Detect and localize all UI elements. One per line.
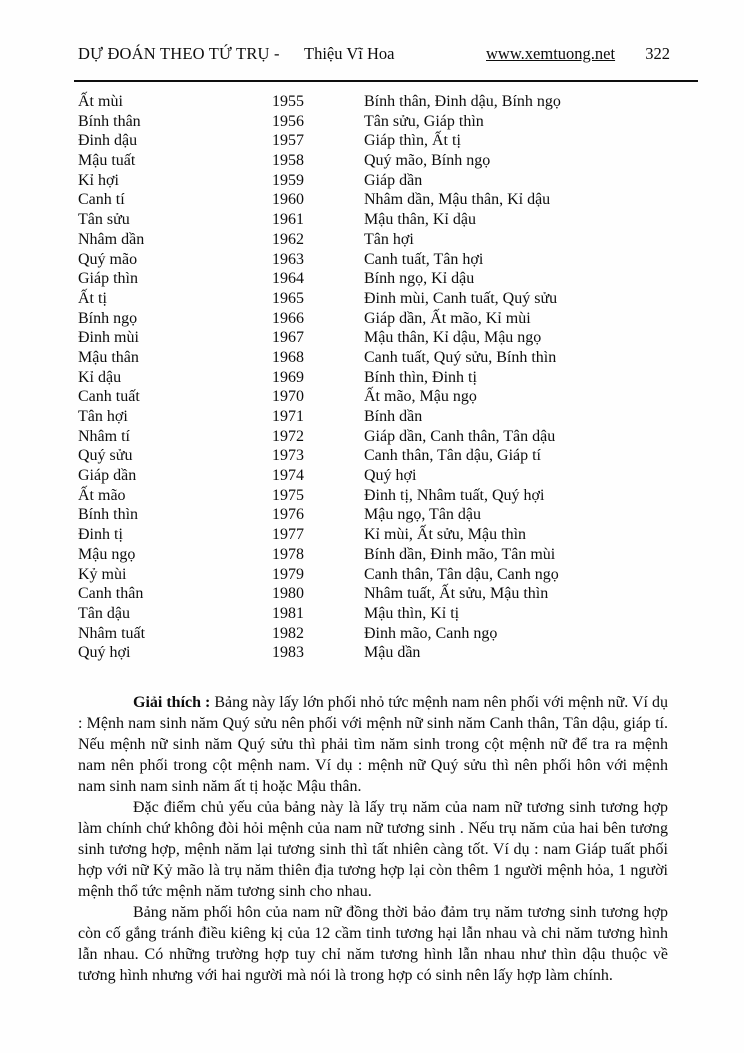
year-cell: 1959 <box>272 171 304 189</box>
page-header <box>78 44 672 66</box>
year-cell: 1980 <box>272 585 304 603</box>
year-pairing-table <box>78 92 704 663</box>
year-name-cell: Nhâm dần <box>78 230 145 248</box>
year-name-cell: Canh tuất <box>78 388 140 406</box>
year-cell: 1965 <box>272 289 304 307</box>
table-row <box>78 584 704 604</box>
year-cell: 1971 <box>272 408 304 425</box>
year-cell: 1967 <box>272 329 304 347</box>
matches-cell: Mậu thìn, Kỉ tị <box>364 604 460 622</box>
table-row <box>78 230 704 250</box>
matches-cell: Bính thìn, Đinh tị <box>364 368 477 386</box>
table-row <box>78 565 704 585</box>
year-cell: 1964 <box>272 270 304 288</box>
matches-cell: Kỉ mùi, Ất sửu, Mậu thìn <box>364 526 527 544</box>
matches-cell: Đinh mão, Canh ngọ <box>364 624 498 642</box>
table-row <box>78 624 704 644</box>
explanation-paragraph-1 <box>78 692 668 797</box>
table-row <box>78 210 704 230</box>
matches-cell: Ất mão, Mậu ngọ <box>364 388 477 406</box>
matches-cell: Canh tuất, Tân hợi <box>364 250 484 268</box>
year-cell: 1983 <box>272 644 304 662</box>
table-row <box>78 309 704 329</box>
table-row <box>78 269 704 289</box>
matches-cell: Quý mão, Bính ngọ <box>364 152 491 170</box>
matches-cell: Mậu thân, Kỉ dậu <box>364 211 476 229</box>
matches-cell: Canh tuất, Quý sửu, Bính thìn <box>364 348 557 366</box>
year-name-cell: Tân dậu <box>78 604 130 622</box>
year-cell: 1972 <box>272 427 304 445</box>
table-row <box>78 466 704 486</box>
year-cell: 1958 <box>272 152 304 170</box>
year-name-cell: Bính thân <box>78 112 141 130</box>
table-row <box>78 328 704 348</box>
year-name-cell: Kỉ hợi <box>78 171 119 189</box>
table-row <box>78 525 704 545</box>
table-row <box>78 348 704 368</box>
year-name-cell: Quý hợi <box>78 644 131 662</box>
matches-cell: Bính ngọ, Kỉ dậu <box>364 270 475 288</box>
year-name-cell: Kỷ mùi <box>78 565 127 583</box>
matches-cell: Bính dần <box>364 408 423 425</box>
year-name-cell: Đinh tị <box>78 526 123 544</box>
year-name-cell: Kỉ dậu <box>78 368 122 386</box>
year-name-cell: Ất mão <box>78 486 126 504</box>
year-name-cell: Ất mùi <box>78 93 123 110</box>
year-cell: 1956 <box>272 112 304 130</box>
year-cell: 1960 <box>272 191 304 209</box>
year-cell: 1957 <box>272 132 304 150</box>
year-name-cell: Canh thân <box>78 585 144 603</box>
table-row <box>78 151 704 171</box>
table-row <box>78 505 704 525</box>
year-name-cell: Đinh dậu <box>78 132 138 150</box>
explanation-paragraph-1-text: Bảng này lấy lớn phối nhỏ tức mệnh nam nên phối với mệnh nữ. Ví dụ : Mệnh nam sinh năm Quý sửu nên phối với mệnh nữ sinh năm Canh thân, Tân dậu, giáp tí. Nếu mệnh nữ sinh năm Quý sửu thì phải tìm năm sinh trong cột mệnh nữ để tra ra mệnh nam nên phối trong cột mệnh nam. Ví dụ : mệnh nữ Quý sửu thì nên phối hôn với mệnh nam sinh nam sinh năm ất tị hoặc Mậu thân. <box>78 694 668 795</box>
year-cell: 1978 <box>272 545 304 563</box>
matches-cell: Tân sửu, Giáp thìn <box>364 112 484 130</box>
matches-cell: Canh thân, Tân dậu, Canh ngọ <box>364 565 559 583</box>
table-row <box>78 407 704 427</box>
matches-cell: Đinh tị, Nhâm tuất, Quý hợi <box>364 486 545 504</box>
matches-cell: Nhâm tuất, Ất sửu, Mậu thìn <box>364 585 549 603</box>
website-link[interactable]: www.xemtuong.net <box>486 44 616 63</box>
table-row <box>78 368 704 388</box>
table-row <box>78 112 704 132</box>
year-name-cell: Mậu ngọ <box>78 545 136 563</box>
table-row <box>78 289 704 309</box>
page-number: 322 <box>645 44 670 63</box>
year-cell: 1982 <box>272 624 304 642</box>
matches-cell: Giáp thìn, Ất tị <box>364 132 461 150</box>
table-row <box>78 486 704 506</box>
table-row <box>78 545 704 565</box>
matches-cell: Quý hợi <box>364 467 417 485</box>
year-cell: 1966 <box>272 309 304 327</box>
table-row <box>78 604 704 624</box>
table-row <box>78 446 704 466</box>
table-row <box>78 92 704 112</box>
matches-cell: Giáp dần <box>364 171 423 189</box>
year-cell: 1973 <box>272 447 304 465</box>
matches-cell: Đinh mùi, Canh tuất, Quý sửu <box>364 289 558 307</box>
year-name-cell: Tân hợi <box>78 408 128 425</box>
year-name-cell: Mậu thân <box>78 348 139 366</box>
year-cell: 1979 <box>272 565 304 583</box>
matches-cell: Mậu ngọ, Tân dậu <box>364 506 482 524</box>
year-cell: 1975 <box>272 486 304 504</box>
matches-cell: Bính thân, Đinh dậu, Bính ngọ <box>364 93 561 110</box>
year-cell: 1969 <box>272 368 304 386</box>
header-rule <box>74 80 698 82</box>
explanation-paragraph-3: Bảng năm phối hôn của nam nữ đồng thời bảo đảm trụ năm tương sinh tương hợp còn cố gắng tránh điều kiêng kị của 12 cầm tinh tương hại lẫn nhau và chi năm tương hình lẫn nhau. Có những trường hợp tuy chỉ năm tương hình lẫn nhau như thìn dậu thuộc về tương hình nhưng với hai người mà nói là trong hợp có sinh nên lấy hợp làm chính. <box>78 904 668 984</box>
year-cell: 1981 <box>272 604 304 622</box>
book-title: DỰ ĐOÁN THEO TỨ TRỤ - <box>78 44 280 63</box>
matches-cell: Bính dần, Đinh mão, Tân mùi <box>364 545 556 563</box>
year-name-cell: Đinh mùi <box>78 329 139 347</box>
matches-cell: Canh thân, Tân dậu, Giáp tí <box>364 447 541 465</box>
explanation-label: Giải thích : <box>133 694 211 711</box>
matches-cell: Mậu dần <box>364 644 421 662</box>
table-row <box>78 131 704 151</box>
year-cell: 1976 <box>272 506 304 524</box>
year-name-cell: Nhâm tuất <box>78 624 146 642</box>
table-row <box>78 643 704 663</box>
year-name-cell: Bính thìn <box>78 506 139 524</box>
table-row <box>78 171 704 191</box>
table-row <box>78 427 704 447</box>
year-cell: 1977 <box>272 526 304 544</box>
year-name-cell: Canh tí <box>78 191 125 209</box>
year-cell: 1970 <box>272 388 304 406</box>
year-cell: 1962 <box>272 230 304 248</box>
year-name-cell: Mậu tuất <box>78 152 136 170</box>
table-row <box>78 387 704 407</box>
matches-cell: Giáp dần, Ất mão, Kỉ mùi <box>364 309 531 327</box>
author-name: Thiệu Vĩ Hoa <box>304 44 395 63</box>
explanation-paragraph-2: Đặc điểm chủ yếu của bảng này là lấy trụ năm của nam nữ tương sinh tương hợp làm chính chứ không đòi hỏi mệnh của nam nữ tương sinh . Nếu trụ năm của hai bên tương sinh tương hợp, mệnh năm lại tương sinh thì tất nhiên càng tốt. Ví dụ : nam Giáp tuất phối hợp với nữ Kỷ mão là trụ năm thiên địa tương hợp lại còn thêm 1 người mệnh hỏa, 1 người mệnh thổ tức mệnh năm tương sinh cho nhau. <box>78 799 668 900</box>
year-name-cell: Tân sửu <box>78 211 130 229</box>
year-name-cell: Quý sửu <box>78 447 133 465</box>
year-name-cell: Nhâm tí <box>78 427 130 445</box>
year-name-cell: Bính ngọ <box>78 309 138 327</box>
year-name-cell: Giáp thìn <box>78 270 138 288</box>
year-cell: 1968 <box>272 348 304 366</box>
matches-cell: Nhâm dần, Mậu thân, Kỉ dậu <box>364 191 551 209</box>
year-name-cell: Quý mão <box>78 250 138 268</box>
year-cell: 1955 <box>272 93 304 110</box>
year-cell: 1961 <box>272 211 304 229</box>
matches-cell: Tân hợi <box>364 230 414 248</box>
table-row <box>78 190 704 210</box>
year-cell: 1963 <box>272 250 304 268</box>
year-name-cell: Giáp dần <box>78 467 137 485</box>
matches-cell: Giáp dần, Canh thân, Tân dậu <box>364 427 556 445</box>
year-cell: 1974 <box>272 467 304 485</box>
year-name-cell: Ất tị <box>78 289 107 307</box>
explanation-section <box>78 692 668 986</box>
table-row <box>78 250 704 270</box>
matches-cell: Mậu thân, Kỉ dậu, Mậu ngọ <box>364 329 542 347</box>
